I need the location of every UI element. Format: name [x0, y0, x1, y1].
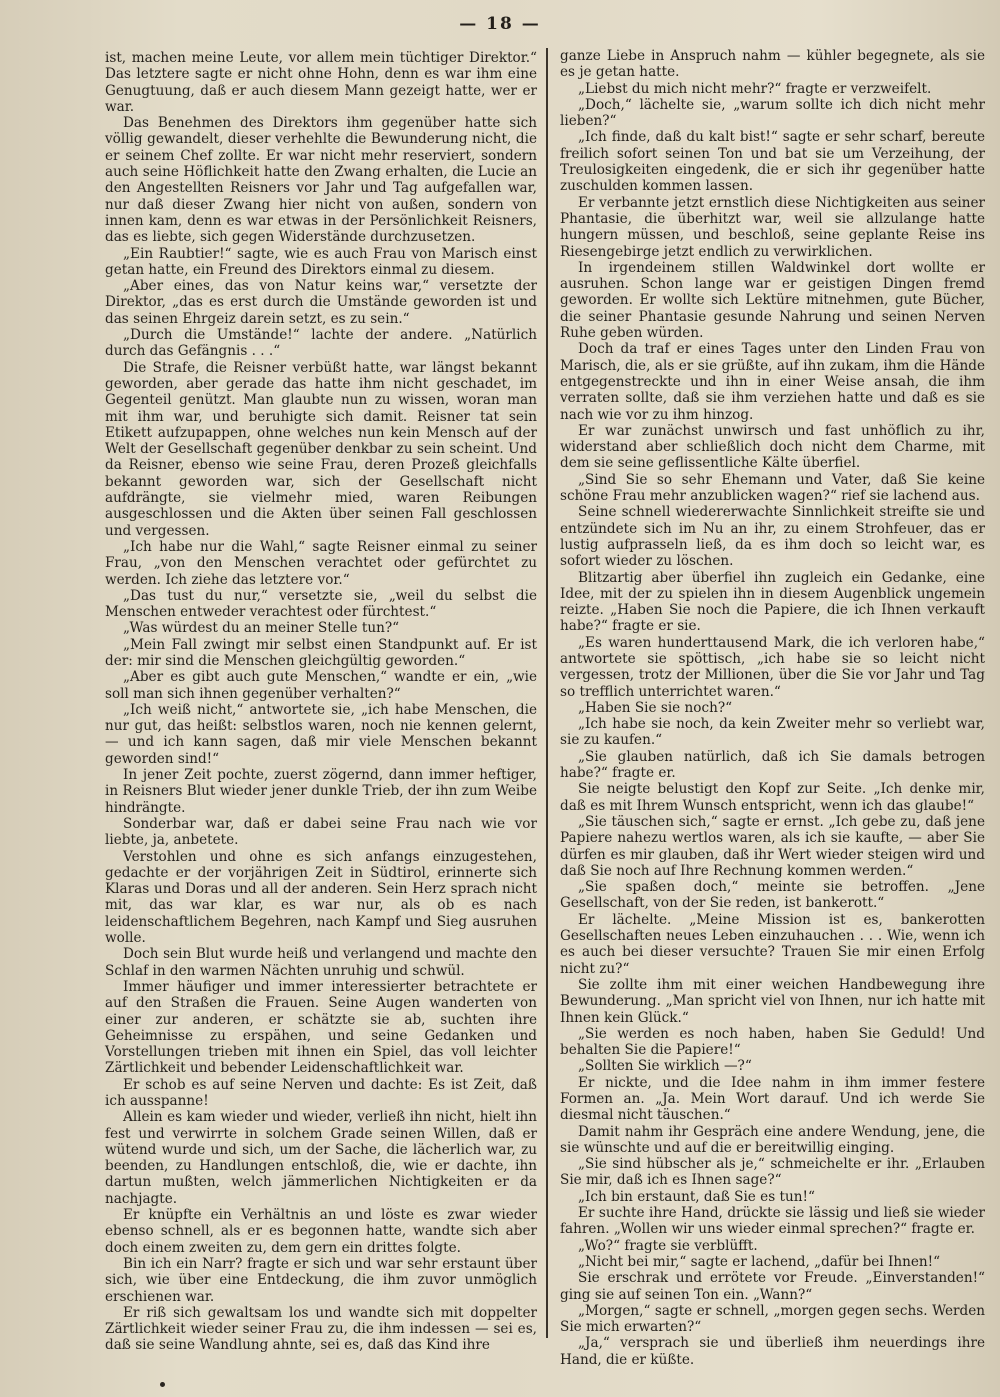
paragraph: „Das tust du nur,“ versetzte sie, „weil du selbst die Menschen entweder verachtest oder fürchtest.“ — [105, 587, 537, 621]
paragraph: Sie zollte ihm mit einer weichen Handbewegung ihre Bewunderung. „Man spricht viel von Ihnen, nur ich hatte mit Ihnen kein Glück.“ — [560, 976, 985, 1026]
paragraph: „Morgen,“ sagte er schnell, „morgen gegen sechs. Werden Sie mich erwarten?“ — [560, 1302, 985, 1336]
paragraph: „Ein Raubtier!“ sagte, wie es auch Frau von Marisch einst getan hatte, ein Freund des Direktors einmal zu diesem. — [105, 245, 537, 278]
paragraph: „Ich bin erstaunt, daß Sie es tun!“ — [578, 1188, 815, 1205]
paragraph: Immer häufiger und immer interessierter betrachtete er auf den Straßen die Frauen. Seine Augen wanderten von einer zur anderen, er schätzte sie ab, suchten ihre Geheimnisse zu erspähen, und seine Gedanken und Vorstellungen trieben mit ihnen ein Spiel, das voll leichter Zärtlichkeit und bebender Leidenschaftlichkeit war. — [105, 978, 537, 1077]
paragraph: Er verbannte jetzt ernstlich diese Nichtigkeiten aus seiner Phantasie, die überhitzt war, weil sie allzulange hatte hungern müssen, und beschloß, seine geplante Reise ins Riesengebirge jetzt endlich zu verwirklichen. — [560, 194, 985, 260]
paragraph: „Ich weiß nicht,“ antwortete sie, „ich habe Menschen, die nur gut, das heißt: selbstlos waren, noch nie kennen gelernt, — und ich kann sagen, daß mir viele Menschen bekannt geworden sind!“ — [105, 701, 537, 767]
paragraph: „Sie sind hübscher als je,“ schmeichelte er ihr. „Erlauben Sie mir, daß ich es Ihnen sage?“ — [560, 1156, 985, 1189]
paragraph: Damit nahm ihr Gespräch eine andere Wendung, jene, die sie wünschte und auf die er bereitwillig einging. — [560, 1123, 985, 1156]
paragraph: „Aber es gibt auch gute Menschen,“ wandte er ein, „wie soll man sich ihnen gegenüber verhalten?“ — [105, 669, 537, 702]
paragraph: Allein es kam wieder und wieder, verließ ihn nicht, hielt ihn fest und verwirrte in solchem Grade seinen Willen, daß er wütend wurde und sich, um der Sache, die lächerlich war, zu beenden, zu Handlungen entschloß, die, wie er dachte, ihn dartun mußten, welch jämmerlichen Nichtigkeiten er da nachjagte. — [105, 1109, 537, 1207]
paragraph: Das Benehmen des Direktors ihm gegenüber hatte sich völlig gewandelt, dieser verhehlte die Bewunderung nicht, die er seinem Chef zollte. Er war nicht mehr reserviert, sondern auch seine Höflichkeit hatte den Zwang erhalten, die Lucie an den Angestellten Reisners vor Jahr und Tag aufgefallen war, nur daß dieser Zwang hier nicht von außen, sondern von innen kam, denn es war etwas in der Persönlichkeit Reisners, das es liebte, sich gegen Widerstände durchzusetzen. — [105, 115, 537, 246]
paragraph: Er riß sich gewaltsam los und wandte sich mit doppelter Zärtlichkeit wieder seiner Frau zu, die ihm indessen — sei es, daß sie seine Wandlung ahnte, sei es, daß das Kind ihre — [105, 1304, 537, 1354]
right-column — [560, 48, 985, 1368]
paragraph: Doch da traf er eines Tages unter den Linden Frau von Marisch, die, als er sie grüßte, auf ihn zukam, ihm die Hände entgegenstreckte und ihn in einer Weise ansah, die ihm verraten sollte, daß sie ihm verziehen hatte und daß es sie nach wie vor zu ihm hinzog. — [560, 341, 985, 423]
paragraph: „Was würdest du an meiner Stelle tun?“ — [123, 620, 400, 637]
paragraph: „Sie glauben natürlich, daß ich Sie damals betrogen habe?“ fragte er. — [560, 748, 985, 782]
paragraph: Er nickte, und die Idee nahm in ihm immer festere Formen an. „Ja. Mein Wort darauf. Und ich werde Sie diesmal nicht täuschen.“ — [560, 1074, 985, 1124]
paragraph: Bin ich ein Narr? fragte er sich und war sehr erstaunt über sich, wie über eine Entdeckung, die ihm zuvor unmöglich erschienen war. — [105, 1255, 537, 1305]
paragraph: Seine schnell wiedererwachte Sinnlichkeit streifte sie und entzündete sich im Nu an ihr, zu einem Strohfeuer, das er lustig aufprasseln ließ, da es ihm doch so leicht war, es sofort wieder zu löschen. — [560, 504, 985, 570]
paragraph: Verstohlen und ohne es sich anfangs einzugestehen, gedachte er der vorjährigen Zeit in Südtirol, erinnerte sich Klaras und Doras und all der anderen. Sein Herz sprach nicht mit, das war klar, es war nur, als ob es nach leidenschaftlichem Begehren, nach Kampf und Sieg ausruhen wolle. — [105, 848, 537, 947]
ink-spot — [160, 1382, 165, 1387]
paragraph: „Ich habe sie noch, da kein Zweiter mehr so verliebt war, sie zu kaufen.“ — [560, 716, 985, 749]
paragraph: „Sie werden es noch haben, haben Sie Geduld! Und behalten Sie die Papiere!“ — [560, 1025, 985, 1059]
paragraph: „Mein Fall zwingt mir selbst einen Standpunkt auf. Er ist der: mir sind die Menschen gleichgültig geworden.“ — [105, 636, 537, 669]
paragraph: „Ja,“ versprach sie und überließ ihm neuerdings ihre Hand, die er küßte. — [560, 1335, 985, 1368]
paragraph: Er knüpfte ein Verhältnis an und löste es zwar wieder ebenso schnell, als er es begonnen hatte, wandte sich aber doch einem zweiten zu, dem gern ein drittes folgte. — [105, 1207, 537, 1256]
paragraph: Er suchte ihre Hand, drückte sie lässig und ließ sie wieder fahren. „Wollen wir uns wieder einmal sprechen?“ fragte er. — [560, 1205, 985, 1238]
paragraph: „Doch,“ lächelte sie, „warum sollte ich dich nicht mehr lieben?“ — [560, 96, 985, 130]
paragraph: „Sie täuschen sich,“ sagte er ernst. „Ich gebe zu, daß jene Papiere nahezu wertlos waren, als ich sie kaufte, — aber Sie dürfen es mir glauben, daß ihr Wert wieder steigen wird und daß Sie noch auf Ihre Rechnung kommen werden.“ — [560, 813, 985, 879]
paragraph: „Aber eines, das von Natur keins war,“ versetzte der Direktor, „das es erst durch die Umstände geworden ist und das seinen Ehrgeiz darein setzt, es zu sein.“ — [105, 278, 537, 327]
paragraph: In jener Zeit pochte, zuerst zögernd, dann immer heftiger, in Reisners Blut wieder jener dunkle Trieb, der ihn zum Weibe hindrängte. — [105, 767, 537, 816]
paragraph: Er schob es auf seine Nerven und dachte: Es ist Zeit, daß ich ausspanne! — [105, 1076, 537, 1109]
paragraph: Sonderbar war, daß er dabei seine Frau nach wie vor liebte, ja, anbetete. — [105, 815, 537, 849]
paragraph: „Durch die Umstände!“ lachte der andere. „Natürlich durch das Gefängnis . . .“ — [105, 327, 537, 360]
paragraph: „Es waren hunderttausend Mark, die ich verloren habe,“ antwortete sie spöttisch, „ich habe sie so leicht nicht vergessen, trotz der Millionen, über die Sie vor Jahr und Tag so trefflich unterrichtet waren.“ — [560, 634, 985, 700]
paragraph: Die Strafe, die Reisner verbüßt hatte, war längst bekannt geworden, aber gerade das hatte ihm nicht geschadet, im Gegenteil genützt. Man glaubte nun zu wissen, woran man mit ihm war, und beruhigte sich damit. Reisner tat sein Etikett aufzupappen, ohne welches nun kein Mensch auf der Welt der Gesellschaft gegenüber denkbar zu sein scheint. Und da Reisner, ebenso wie seine Frau, deren Prozeß gleichfalls bekannt geworden war, sich der Gesellschaft nicht aufdrängte, sie vielmehr mied, waren Reibungen ausgeschlossen und die Akten über seinen Fall geschlossen und vergessen. — [105, 359, 537, 539]
paragraph: Er war zunächst unwirsch und fast unhöflich zu ihr, widerstand aber schließlich doch nicht dem Charme, mit dem sie seine geflissentliche Kälte überfiel. — [560, 422, 985, 472]
paragraph: In irgendeinem stillen Waldwinkel dort wollte er ausruhen. Schon lange war er geistigen Dingen fremd geworden. Er wollte sich Lektüre mitnehmen, gute Bücher, die seiner Phantasie gesunde Nahrung und seinen Nerven Ruhe geben würden. — [560, 259, 985, 342]
paragraph: Doch sein Blut wurde heiß und verlangend und machte den Schlaf in den warmen Nächten unruhig und schwül. — [105, 946, 537, 979]
paragraph: Blitzartig aber überfiel ihn zugleich ein Gedanke, eine Idee, mit der zu spielen ihn in diesem Augenblick ungemein reizte. „Haben Sie noch die Papiere, die ich Ihnen verkauft habe?“ fragte er sie. — [560, 569, 985, 635]
left-column — [105, 50, 537, 1354]
paragraph: „Sie spaßen doch,“ meinte sie betroffen. „Jene Gesellschaft, von der Sie reden, ist bankerott.“ — [560, 879, 985, 912]
paragraph: Sie neigte belustigt den Kopf zur Seite. „Ich denke mir, daß es mit Ihrem Wunsch entspricht, wenn ich das glaube!“ — [560, 781, 985, 814]
page-number: — 18 — — [459, 14, 541, 34]
paragraph: „Ich finde, daß du kalt bist!“ sagte er sehr scharf, bereute freilich sofort seinen Ton und bat sie um Verzeihung, der Treulosigkeiten eingedenk, die er sich ihr gegenüber hatte zuschulden kommen lassen. — [560, 129, 985, 195]
paragraph: „Nicht bei mir,“ sagte er lachend, „dafür bei Ihnen!“ — [578, 1253, 941, 1270]
paragraph: „Sind Sie so sehr Ehemann und Vater, daß Sie keine schöne Frau mehr anzublicken wagen?“ rief sie lachend aus. — [560, 471, 985, 505]
paragraph: „Haben Sie sie noch?“ — [578, 699, 733, 716]
paragraph: „Liebst du mich nicht mehr?“ fragte er verzweifelt. — [578, 80, 932, 97]
paragraph: ganze Liebe in Anspruch nahm — kühler begegnete, als sie es je getan hatte. — [560, 48, 985, 81]
paragraph: „Wo?“ fragte sie verblüfft. — [578, 1237, 758, 1254]
column-divider — [546, 48, 548, 1338]
paragraph: Er lächelte. „Meine Mission ist es, bankerotten Gesellschaften neues Leben einzuhauchen . . . Wie, wenn ich es auch bei dieser versuchte? Trauen Sie mir einen Erfolg nicht zu?“ — [560, 911, 985, 977]
paragraph: ist, machen meine Leute, vor allem mein tüchtiger Direktor.“ Das letztere sagte er nicht ohne Hohn, denn es war ihm eine Genugtuung, daß er auch diesem Mann gezeigt hatte, wer er war. — [105, 50, 537, 115]
paragraph: „Sollten Sie wirklich —?“ — [578, 1058, 752, 1075]
paragraph: „Ich habe nur die Wahl,“ sagte Reisner einmal zu seiner Frau, „von den Menschen verachtet oder gefürchtet zu werden. Ich ziehe das letztere vor.“ — [105, 538, 537, 588]
paragraph: Sie erschrak und errötete vor Freude. „Einverstanden!“ ging sie auf seinen Ton ein. „Wann?“ — [560, 1270, 985, 1303]
